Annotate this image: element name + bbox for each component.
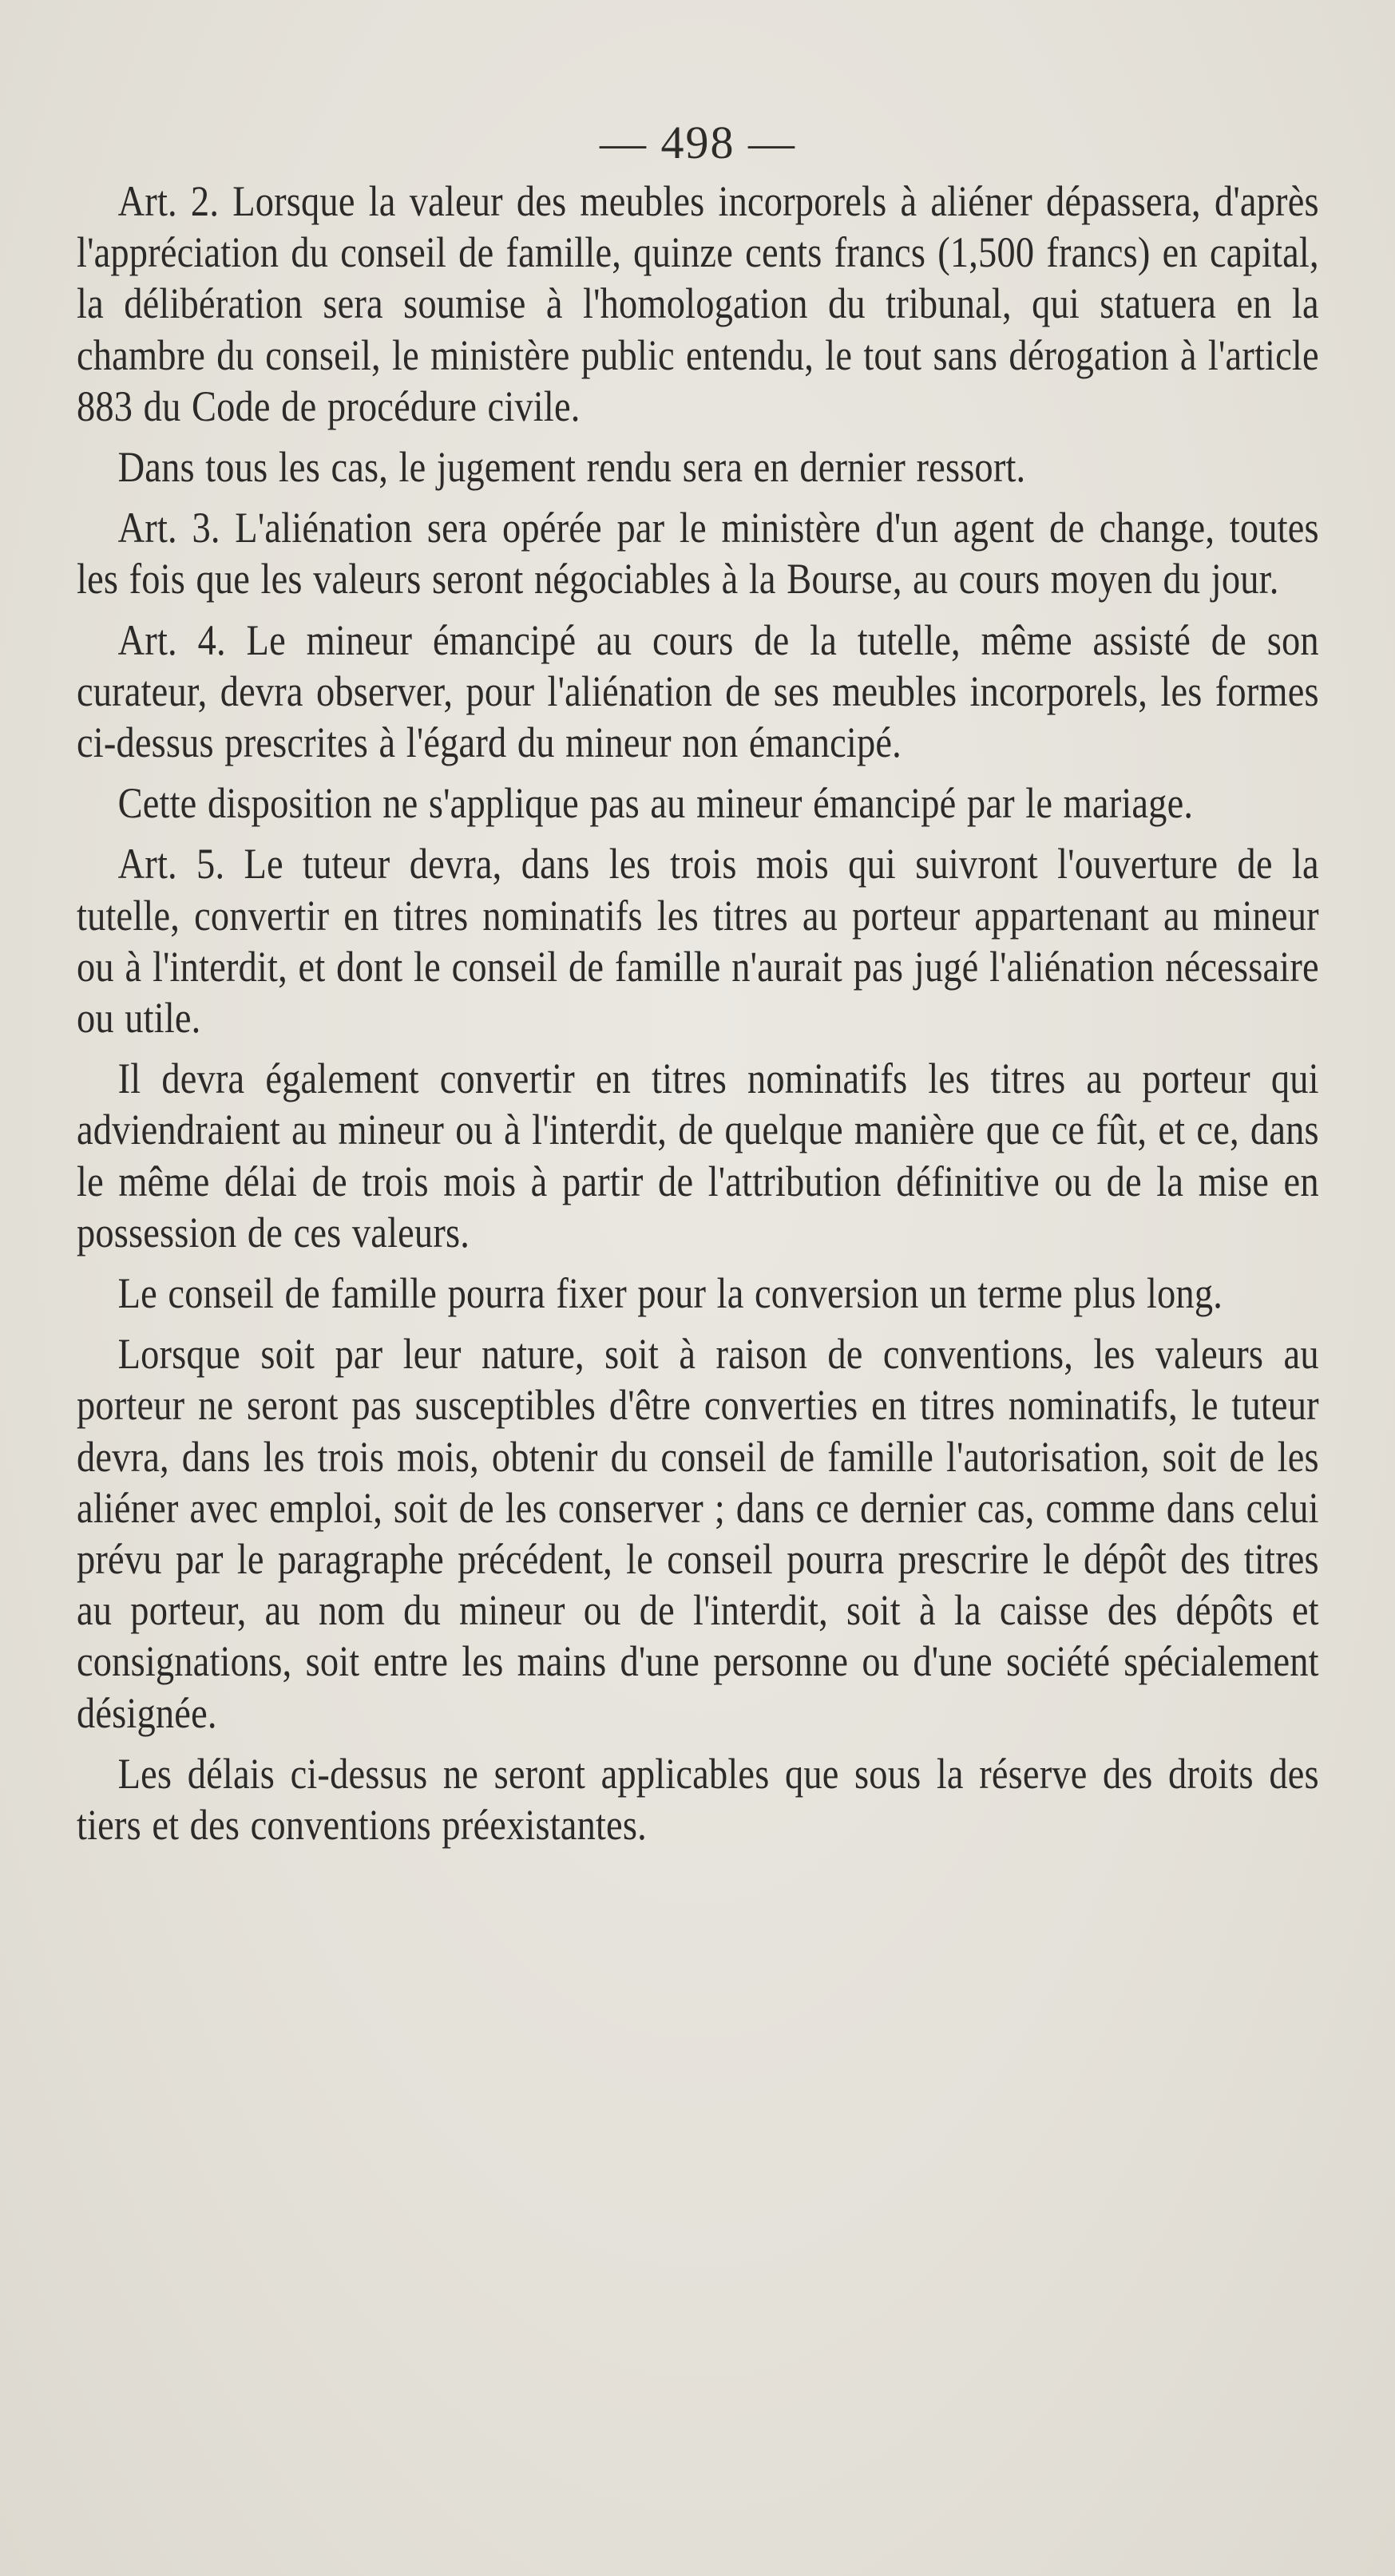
paragraph-art4: Art. 4. Le mineur émancipé au cours de la tutelle, même assisté de son curateur, devra observer, pour l'aliénation de ses meubles incorporels, les formes ci-dessus prescrites à l'égard du mineur non émancipé. — [77, 615, 1319, 767]
paragraph-art5: Art. 5. Le tuteur devra, dans les trois mois qui suivront l'ouverture de la tutelle, convertir en titres nominatifs les titres au porteur appartenant au mineur ou à l'interdit, et dont le conseil de famille n'aurait pas jugé l'aliénation nécessaire ou utile. — [77, 840, 1319, 1043]
paragraph-art5-delais: Les délais ci-dessus ne seront applicables que sous la réserve des droits des tiers et des conventions préexistantes. — [77, 1749, 1319, 1850]
paragraph-art5-convertir: Il devra également convertir en titres nominatifs les titres au porteur qui adviendraient au mineur ou à l'interdit, de quelque manière que ce fût, et ce, dans le même délai de trois mois à partir de l'attribution définitive ou de la mise en possession de ces valeurs. — [77, 1055, 1319, 1256]
page-number: — 498 — — [600, 117, 796, 168]
document-page — [77, 117, 1319, 1860]
paragraph-art4-mariage: Cette disposition ne s'applique pas au mineur émancipé par le mariage. — [117, 779, 1194, 828]
paragraph-dernier-ressort: Dans tous les cas, le jugement rendu sera en dernier ressort. — [117, 443, 1026, 492]
paragraph-art5-terme: Le conseil de famille pourra fixer pour la conversion un terme plus long. — [117, 1269, 1223, 1318]
paragraph-art3: Art. 3. L'aliénation sera opérée par le ministère d'un agent de change, toutes les fois que les valeurs seront négociables à la Bourse, au cours moyen du jour. — [77, 504, 1319, 603]
paragraph-art2: Art. 2. Lorsque la valeur des meubles incorporels à aliéner dépassera, d'après l'appréciation du conseil de famille, quinze cents francs (1,500 francs) en capital, la délibération sera soumise à l'homologation du tribunal, qui statuera en la chambre du conseil, le ministère public entendu, le tout sans dérogation à l'article 883 du Code de procédure civile. — [77, 177, 1319, 430]
paragraph-art5-lorsque: Lorsque soit par leur nature, soit à raison de conventions, les valeurs au porteur ne seront pas susceptibles d'être converties en titres nominatifs, le tuteur devra, dans les trois mois, obtenir du conseil de famille l'autorisation, soit de les aliéner avec emploi, soit de les conserver ; dans ce dernier cas, comme dans celui prévu par le paragraphe précédent, le conseil pourra prescrire le dépôt des titres au porteur, au nom du mineur ou de l'interdit, soit à la caisse des dépôts et consignations, soit entre les mains d'une personne ou d'une société spécialement désignée. — [77, 1330, 1319, 1737]
